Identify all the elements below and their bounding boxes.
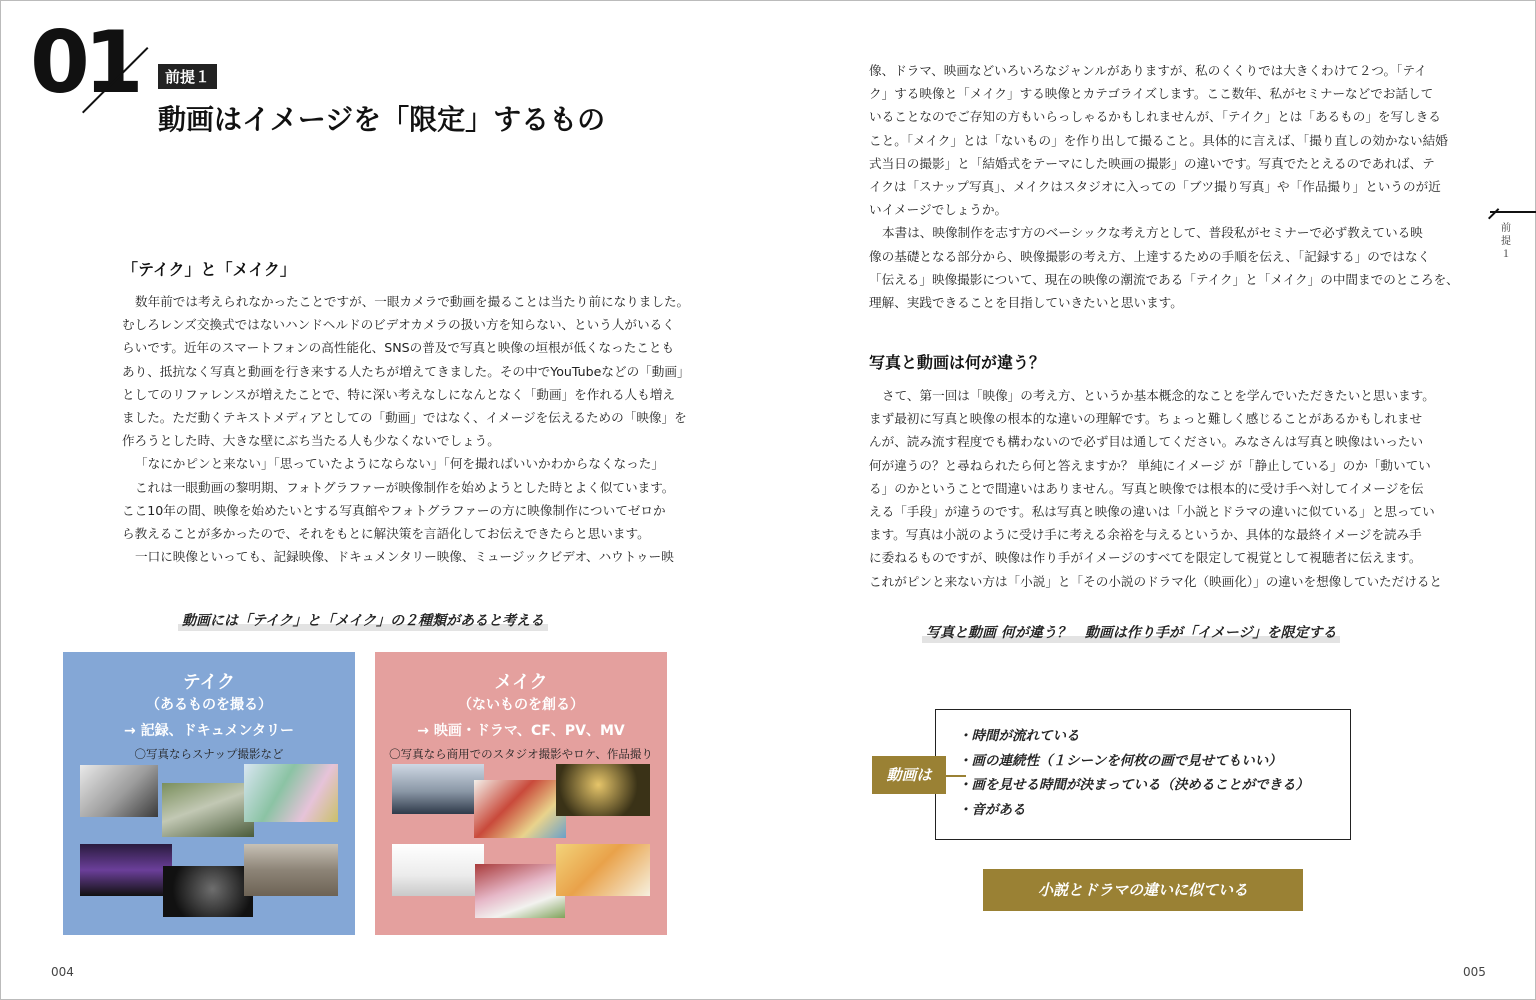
- paragraph-line: イクは「スナップ写真」、メイクはスタジオに入っての「ブツ撮り写真」や「作品撮り」というのが近: [869, 179, 1441, 195]
- list-item: ・画を見せる時間が決まっている（決めることができる）: [958, 777, 1309, 793]
- photo-flowers: [475, 864, 565, 918]
- paragraph-line: 一口に映像といっても、記録映像、ドキュメンタリー映像、ミュージックビデオ、ハウトゥー映: [135, 549, 674, 565]
- chapter-title: 動画はイメージを「限定」するもの: [158, 103, 606, 136]
- paragraph-line: 「なにかピンと来ない」「思っていたようにならない」「何を撮ればいいかわからなくなった」: [135, 456, 664, 472]
- conclusion-banner: 小説とドラマの違いに似ている: [983, 869, 1303, 911]
- paragraph-line: ら教えることが多かったので、それをもとに解決策を言語化してお伝えできたらと思います。: [122, 526, 650, 542]
- take-note: 〇写真ならスナップ撮影など: [134, 747, 284, 761]
- photo-event: [244, 764, 338, 822]
- paragraph-line: 理解、実践できることを目指していきたいと思います。: [869, 295, 1183, 311]
- paragraph-line: 「伝える」映像撮影について、現在の映像の潮流である「テイク」と「メイク」の中間までのところを、: [869, 271, 1459, 287]
- paragraph-line: むしろレンズ交換式ではないハンドヘルドのビデオカメラの扱い方を知らない、という人がいるく: [122, 317, 675, 333]
- list-item: ・時間が流れている: [958, 728, 1080, 744]
- list-item: ・音がある: [958, 801, 1026, 818]
- take-title: テイク: [182, 672, 236, 693]
- paragraph-line: いることなのでご存知の方もいらっしゃるかもしれませんが、「テイク」とは「あるもの」を写しきる: [869, 109, 1441, 125]
- caption-text: 写真と動画 何が違う？ 動画は作り手が「イメージ」を限定する: [926, 625, 1337, 641]
- paragraph-line: 何が違うの？と尋ねられたら何と答えますか？ 単純にイメージ が「静止している」のか「動いてい: [869, 457, 1431, 473]
- paragraph-line: あり、抵抗なく写真と動画を行き来する人たちが増えてきました。その中でYouTubeなどの「動画」: [122, 363, 690, 379]
- paragraph-line: る」のかということで間違いはありません。写真と映像では根本的に受け手へ対してイメージを伝: [869, 480, 1424, 496]
- paragraph-line: える「手段」が違うのです。私は写真と映像の違いは「小説とドラマの違いに似ている」と思ってい: [869, 504, 1435, 520]
- right-body-text-top: [869, 59, 1459, 314]
- photo-seminar: [80, 765, 158, 817]
- photo-commercial: [474, 780, 566, 838]
- photo-product: [556, 844, 650, 896]
- right-body-text-bottom: [869, 384, 1442, 593]
- photo-singer: [163, 866, 253, 917]
- caption-text: 動画には「テイク」と「メイク」の２種類があると考える: [182, 613, 545, 629]
- take-subtitle: （あるものを撮る）: [146, 697, 272, 713]
- paragraph-line: に委ねるものですが、映像は作り手がイメージのすべてを限定して視覚として視聴者に伝えます。: [869, 550, 1422, 566]
- paragraph-line: 式当日の撮影」と「結婚式をテーマにした映画の撮影」の違いです。写真でたとえるのであれば、テ: [869, 155, 1435, 171]
- photo-portrait: [392, 844, 484, 896]
- photo-film-scene: [392, 764, 484, 814]
- make-title: メイク: [494, 672, 548, 693]
- paragraph-line: ました。ただ動くテキストメディアとしての「動画」ではなく、イメージを伝えるための「映像」を: [122, 410, 687, 426]
- photo-stage: [80, 844, 172, 896]
- paragraph-line: これは一眼動画の黎明期、フォトグラファーが映像制作を始めようとした時とよく似ています。: [135, 479, 675, 495]
- section-heading-take-make: 「テイク」と「メイク」: [122, 260, 296, 279]
- make-arrow-line: → 映画・ドラマ、CF、PV、MV: [417, 723, 625, 739]
- paragraph-line: 像の基礎となる部分から、映像撮影の考え方、上達するための手順を伝え、「記録する」のではなく: [869, 248, 1431, 264]
- page-number-right: 005: [1463, 965, 1486, 979]
- make-subtitle: （ないものを創る）: [458, 697, 584, 713]
- video-traits-box: [935, 709, 1351, 840]
- section-heading-photo-vs-video: 写真と動画は何が違う？: [869, 353, 1046, 372]
- paragraph-line: としてのリファレンスが増えたことで、特に深い考えなしになんとなく「動画」を作れる人も増え: [122, 386, 675, 402]
- paragraph-line: んが、読み流す程度でも構わないので必ず目は通してください。みなさんは写真と映像はいったい: [869, 434, 1424, 450]
- paragraph-line: これがピンと来ない方は「小説」と「その小説のドラマ化（映画化）」の違いを想像していただけると: [869, 573, 1443, 589]
- make-note: 〇写真なら商用でのスタジオ撮影やロケ、作品撮り: [389, 747, 653, 761]
- paragraph-line: ます。写真は小説のように受け手に考える余裕を与えるというか、具体的な最終イメージを読み手: [869, 527, 1422, 543]
- page-number-left: 004: [51, 965, 74, 979]
- make-panel: [375, 652, 667, 935]
- side-tab-label: 前提１: [1501, 223, 1511, 260]
- paragraph-line: 本書は、映像制作を志す方のベーシックな考え方として、普段私がセミナーで必ず教えている映: [882, 225, 1423, 241]
- paragraph-line: さて、第一回は「映像」の考え方、というか基本概念的なことを学んでいただきたいと思います。: [882, 388, 1435, 403]
- video-label: 動画は: [872, 756, 946, 794]
- left-figure-caption: [182, 610, 544, 630]
- take-arrow-line: → 記録、ドキュメンタリー: [123, 723, 295, 739]
- premise-tag: 前提１: [158, 64, 217, 89]
- photo-group: [244, 844, 338, 896]
- paragraph-line: まず最初に写真と映像の根本的な違いの理解です。ちょっと難しく感じることがあるかもしれませ: [869, 411, 1423, 427]
- paragraph-line: いイメージでしょうか。: [869, 202, 1008, 218]
- photo-mv: [556, 764, 650, 816]
- paragraph-line: こと。「メイク」とは「ないもの」を作り出して撮ること。具体的に言えば、「撮り直しの効かない結婚: [869, 132, 1448, 148]
- left-body-text: [122, 290, 690, 568]
- photo-wedding: [162, 783, 254, 837]
- side-tab-line: [1490, 211, 1536, 213]
- take-panel: [63, 652, 355, 935]
- paragraph-line: 数年前では考えられなかったことですが、一眼カメラで動画を撮ることは当たり前になりました。: [135, 294, 690, 309]
- paragraph-line: 作ろうとした時、大きな壁にぶち当たる人も少なくないでしょう。: [122, 433, 500, 449]
- paragraph-line: 像、ドラマ、映画などいろいろなジャンルがありますが、私のくくりでは大きくわけて２つ。「テイ: [869, 63, 1427, 78]
- paragraph-line: らいです。近年のスマートフォンの高性能化、SNSの普及で写真と映像の垣根が低くなったことも: [122, 340, 675, 356]
- diagram-connector: [946, 775, 966, 777]
- right-figure-caption: [926, 622, 1336, 642]
- list-item: ・画の連続性（１シーンを何枚の画で見せてもいい）: [958, 752, 1282, 769]
- paragraph-line: ここ10年の間、映像を始めたいとする写真館やフォトグラファーの方に映像制作についてゼロか: [122, 502, 666, 518]
- video-traits-list: [936, 710, 1350, 822]
- chapter-number: 01: [30, 13, 138, 113]
- paragraph-line: ク」する映像と「メイク」する映像とカテゴライズします。ここ数年、私がセミナーなどでお話して: [869, 86, 1434, 102]
